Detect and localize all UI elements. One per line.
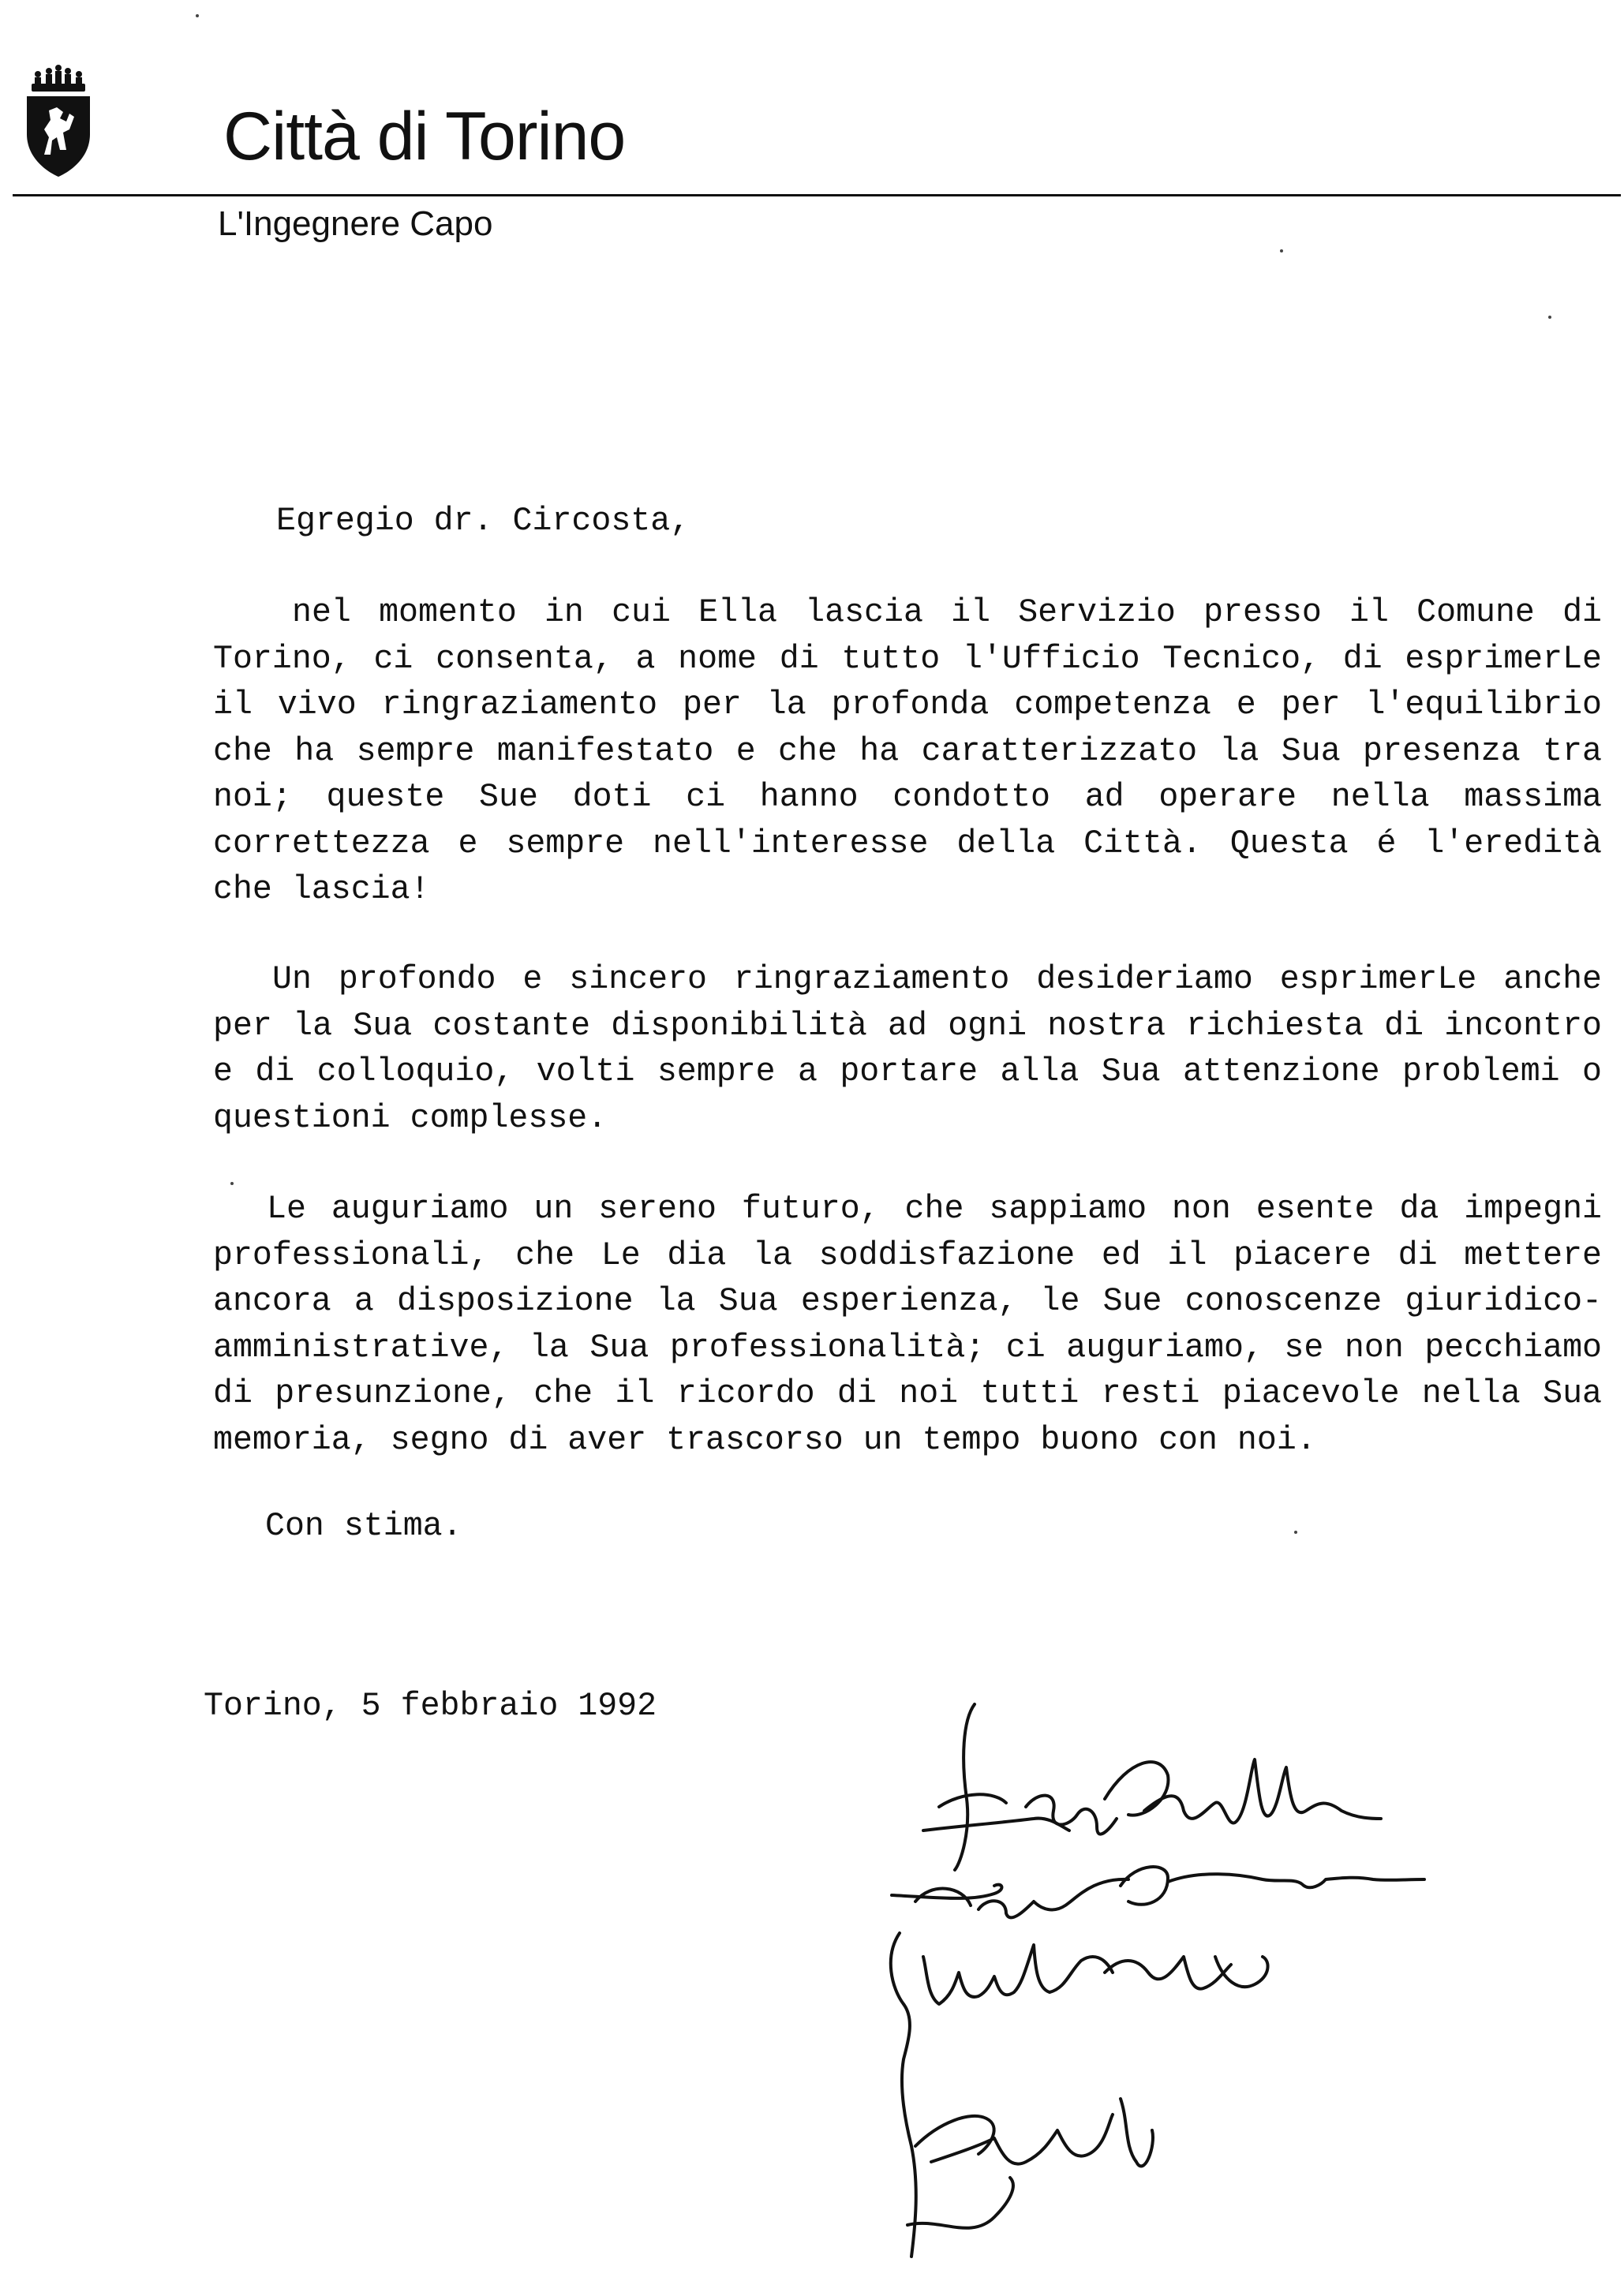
scan-speck xyxy=(230,1182,234,1185)
office-title: L'Ingegnere Capo xyxy=(218,204,493,243)
organization-name: Città di Torino xyxy=(223,99,626,174)
city-crest-icon xyxy=(21,62,96,180)
scan-speck xyxy=(1548,316,1551,319)
paragraph-text: Le auguriamo un sereno futuro, che sappiamo non esente da impegni professionali, che Le dia la soddisfazione ed il piacere di mettere ancora a disposizione la Sua esperienza, le Sue conoscenze giuridico-amministrative, la Sua professionalità; ci auguriamo, se non pecchiamo di presunzione, che il ricordo di noi tutti resti piacevole nella Sua memoria, segno di aver trascorso un tempo buono con noi. xyxy=(213,1191,1602,1459)
body-paragraph-2 xyxy=(213,957,1602,1142)
letterhead-rule xyxy=(13,194,1621,196)
handwritten-signatures-icon xyxy=(868,1673,1547,2288)
scan-speck xyxy=(196,14,199,17)
paragraph-text: nel momento in cui Ella lascia il Servizio presso il Comune di Torino, ci consenta, a nome di tutto l'Ufficio Tecnico, di esprimerLe il vivo ringraziamento per la profonda competenza e per l'equilibrio che ha sempre manifestato e che ha caratterizzato la Sua presenza tra noi; queste Sue doti ci hanno condotto ad operare nella massima correttezza e sempre nell'interesse della Città. Questa é l'eredità che lascia! xyxy=(213,594,1602,908)
paragraph-text: Un profondo e sincero ringraziamento desideriamo esprimerLe anche per la Sua costante disponibilità ad ogni nostra richiesta di incontro e di colloquio, volti sempre a portare alla Sua attenzione problemi o questioni complesse. xyxy=(213,961,1602,1137)
closing: Con stima. xyxy=(265,1508,462,1545)
scan-speck xyxy=(1294,1531,1297,1534)
body-paragraph-3 xyxy=(213,1187,1602,1464)
body-paragraph-1 xyxy=(213,590,1602,914)
salutation: Egregio dr. Circosta, xyxy=(276,503,690,540)
place-date: Torino, 5 febbraio 1992 xyxy=(204,1688,657,1725)
scan-speck xyxy=(1280,249,1283,252)
